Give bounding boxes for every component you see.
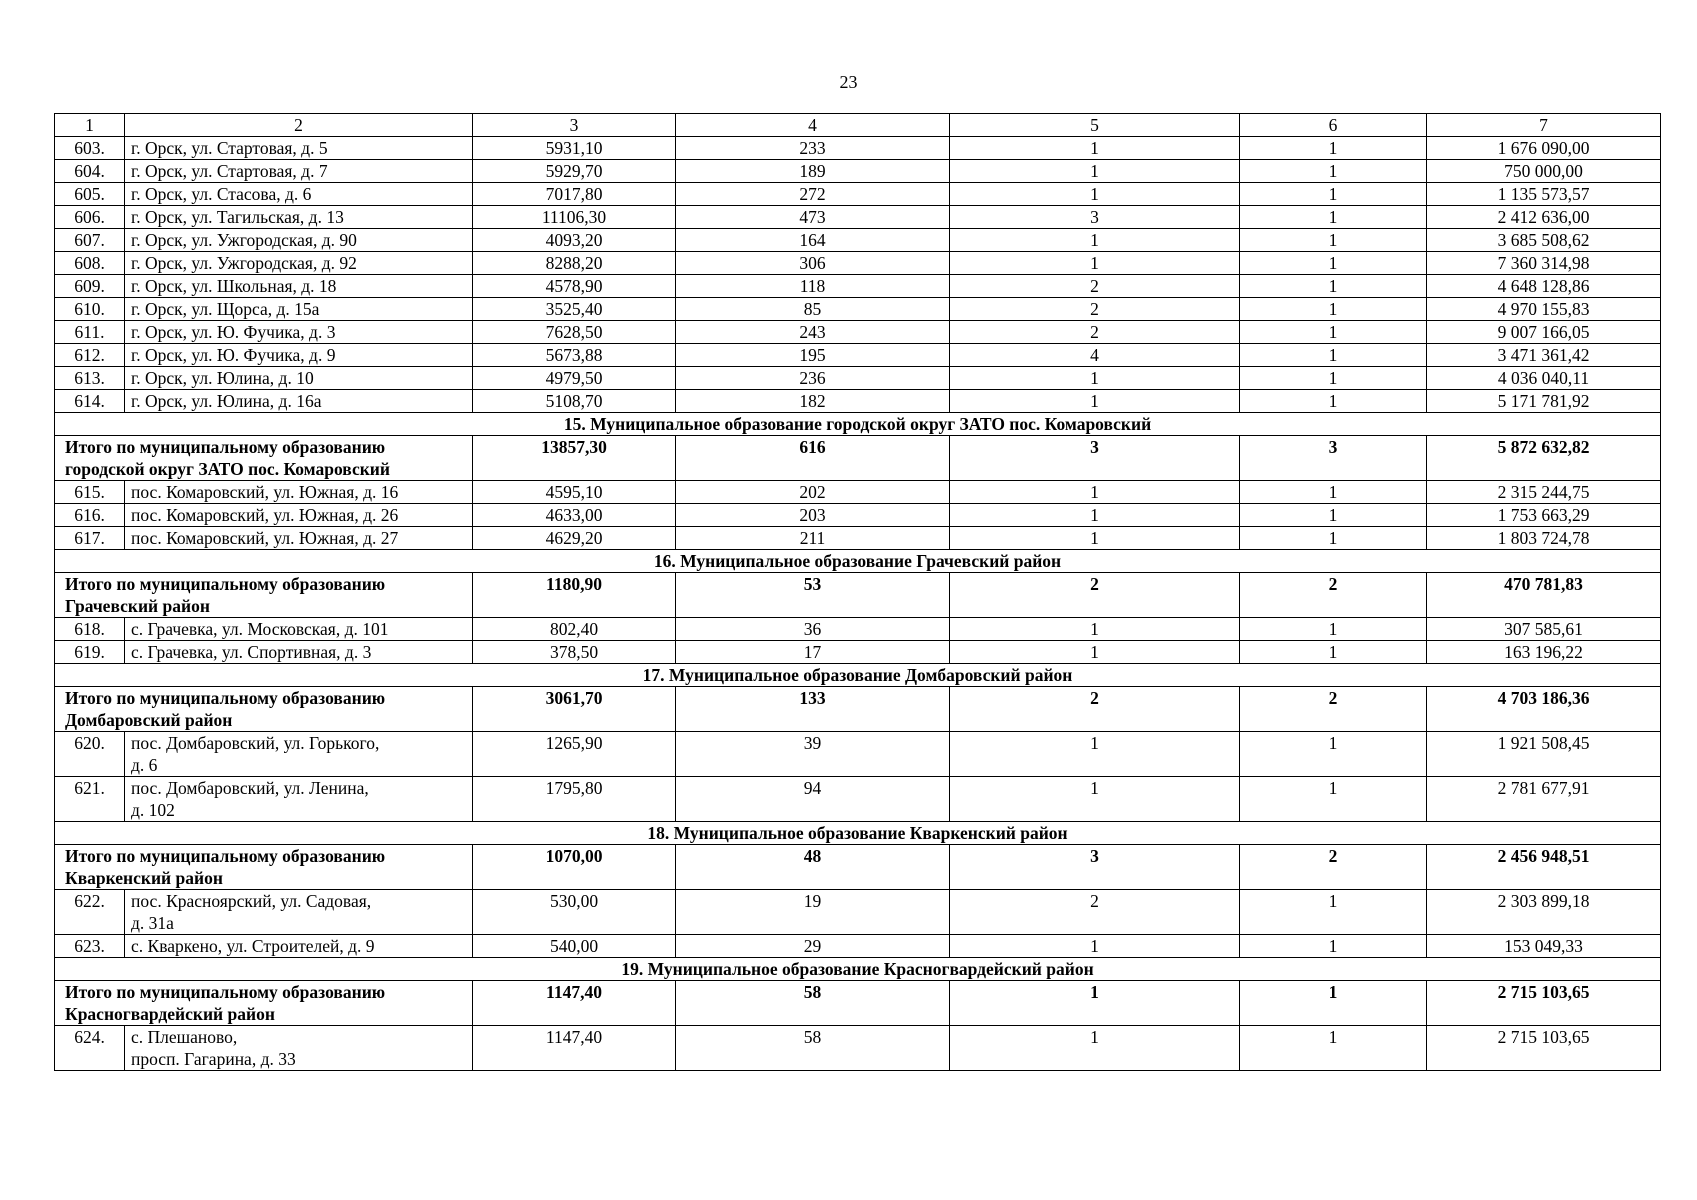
total-area: 1180,90: [473, 573, 676, 618]
column-header: 1: [55, 114, 125, 137]
residents-cell: 39: [676, 732, 950, 777]
residents-cell: 211: [676, 527, 950, 550]
total-residents: 58: [676, 981, 950, 1026]
table-row: [55, 935, 1661, 958]
area-cell: 4595,10: [473, 481, 676, 504]
section-title-row: [55, 822, 1661, 845]
total-area: 13857,30: [473, 436, 676, 481]
cost-cell: 3 685 508,62: [1427, 229, 1661, 252]
row-number: 615.: [55, 481, 125, 504]
col6-cell: 1: [1240, 890, 1427, 935]
total-col6: 2: [1240, 845, 1427, 890]
row-number: 619.: [55, 641, 125, 664]
col5-cell: 1: [950, 367, 1240, 390]
residents-cell: 85: [676, 298, 950, 321]
residents-cell: 189: [676, 160, 950, 183]
col5-cell: 1: [950, 618, 1240, 641]
cost-cell: 1 135 573,57: [1427, 183, 1661, 206]
table-row: [55, 641, 1661, 664]
total-row: [55, 687, 1661, 732]
row-number: 607.: [55, 229, 125, 252]
cost-cell: 1 753 663,29: [1427, 504, 1661, 527]
col5-cell: 2: [950, 298, 1240, 321]
table-row: [55, 618, 1661, 641]
section-title: 19. Муниципальное образование Красногвардейский район: [55, 958, 1661, 981]
column-header: 2: [125, 114, 473, 137]
row-number: 621.: [55, 777, 125, 822]
address-cell: г. Орск, ул. Ю. Фучика, д. 9: [125, 344, 473, 367]
section-title: 18. Муниципальное образование Кваркенский район: [55, 822, 1661, 845]
row-number: 618.: [55, 618, 125, 641]
col6-cell: 1: [1240, 275, 1427, 298]
col5-cell: 1: [950, 183, 1240, 206]
col6-cell: 1: [1240, 321, 1427, 344]
section-title: 15. Муниципальное образование городской округ ЗАТО пос. Комаровский: [55, 413, 1661, 436]
row-number: 606.: [55, 206, 125, 229]
total-area: 3061,70: [473, 687, 676, 732]
table-row: [55, 367, 1661, 390]
address-cell: пос. Комаровский, ул. Южная, д. 26: [125, 504, 473, 527]
address-cell: пос. Комаровский, ул. Южная, д. 16: [125, 481, 473, 504]
col6-cell: 1: [1240, 618, 1427, 641]
total-residents: 48: [676, 845, 950, 890]
address-cell: г. Орск, ул. Ю. Фучика, д. 3: [125, 321, 473, 344]
address-cell: г. Орск, ул. Стартовая, д. 5: [125, 137, 473, 160]
address-line-1: с. Плешаново,: [131, 1027, 238, 1047]
residents-cell: 94: [676, 777, 950, 822]
row-number: 623.: [55, 935, 125, 958]
total-col5: 3: [950, 845, 1240, 890]
total-cost: 2 456 948,51: [1427, 845, 1661, 890]
address-cell: с. Грачевка, ул. Московская, д. 101: [125, 618, 473, 641]
table-row: [55, 777, 1661, 822]
table-body: [55, 114, 1661, 1071]
col5-cell: 1: [950, 390, 1240, 413]
area-cell: 5108,70: [473, 390, 676, 413]
total-residents: 616: [676, 436, 950, 481]
address-cell: г. Орск, ул. Школьная, д. 18: [125, 275, 473, 298]
address-cell: с. Кваркено, ул. Строителей, д. 9: [125, 935, 473, 958]
col5-cell: 2: [950, 890, 1240, 935]
address-cell: [125, 732, 473, 777]
cost-cell: 1 803 724,78: [1427, 527, 1661, 550]
residents-cell: 236: [676, 367, 950, 390]
col5-cell: 3: [950, 206, 1240, 229]
address-line-1: пос. Красноярский, ул. Садовая,: [131, 891, 372, 911]
total-cost: 2 715 103,65: [1427, 981, 1661, 1026]
col5-cell: 1: [950, 777, 1240, 822]
row-number: 614.: [55, 390, 125, 413]
cost-cell: 4 648 128,86: [1427, 275, 1661, 298]
col6-cell: 1: [1240, 367, 1427, 390]
residents-cell: 233: [676, 137, 950, 160]
table-row: [55, 527, 1661, 550]
column-header: 5: [950, 114, 1240, 137]
address-line-2: просп. Гагарина, д. 33: [131, 1049, 296, 1069]
residents-cell: 272: [676, 183, 950, 206]
cost-cell: 4 036 040,11: [1427, 367, 1661, 390]
section-title-row: [55, 550, 1661, 573]
residents-cell: 243: [676, 321, 950, 344]
row-number: 620.: [55, 732, 125, 777]
address-cell: [125, 1026, 473, 1071]
area-cell: 7628,50: [473, 321, 676, 344]
total-row: [55, 845, 1661, 890]
col5-cell: 2: [950, 275, 1240, 298]
column-header: 3: [473, 114, 676, 137]
row-number: 622.: [55, 890, 125, 935]
total-label: Итого по муниципальному образованию Грачевский район: [55, 573, 473, 618]
address-cell: пос. Комаровский, ул. Южная, д. 27: [125, 527, 473, 550]
row-number: 613.: [55, 367, 125, 390]
column-header: 7: [1427, 114, 1661, 137]
col6-cell: 1: [1240, 641, 1427, 664]
area-cell: 540,00: [473, 935, 676, 958]
cost-cell: 7 360 314,98: [1427, 252, 1661, 275]
cost-cell: 3 471 361,42: [1427, 344, 1661, 367]
residents-cell: 118: [676, 275, 950, 298]
address-line-2: д. 31а: [131, 913, 174, 933]
total-cost: 5 872 632,82: [1427, 436, 1661, 481]
area-cell: 4093,20: [473, 229, 676, 252]
row-number: 616.: [55, 504, 125, 527]
table-row: [55, 252, 1661, 275]
cost-cell: 750 000,00: [1427, 160, 1661, 183]
total-row: [55, 573, 1661, 618]
residents-cell: 195: [676, 344, 950, 367]
col6-cell: 1: [1240, 137, 1427, 160]
row-number: 611.: [55, 321, 125, 344]
row-number: 604.: [55, 160, 125, 183]
table-row: [55, 1026, 1661, 1071]
column-header: 6: [1240, 114, 1427, 137]
residents-cell: 182: [676, 390, 950, 413]
address-cell: [125, 890, 473, 935]
table-row: [55, 275, 1661, 298]
address-cell: с. Грачевка, ул. Спортивная, д. 3: [125, 641, 473, 664]
col5-cell: 1: [950, 504, 1240, 527]
col6-cell: 1: [1240, 229, 1427, 252]
cost-cell: 2 781 677,91: [1427, 777, 1661, 822]
area-cell: 11106,30: [473, 206, 676, 229]
address-cell: г. Орск, ул. Юлина, д. 16а: [125, 390, 473, 413]
column-header-row: [55, 114, 1661, 137]
col6-cell: 1: [1240, 481, 1427, 504]
total-col6: 2: [1240, 687, 1427, 732]
col6-cell: 1: [1240, 183, 1427, 206]
residents-cell: 164: [676, 229, 950, 252]
col6-cell: 1: [1240, 732, 1427, 777]
col6-cell: 1: [1240, 390, 1427, 413]
col6-cell: 1: [1240, 206, 1427, 229]
col5-cell: 1: [950, 160, 1240, 183]
total-col6: 1: [1240, 981, 1427, 1026]
cost-cell: 163 196,22: [1427, 641, 1661, 664]
table-row: [55, 732, 1661, 777]
total-label: Итого по муниципальному образованию Красногвардейский район: [55, 981, 473, 1026]
area-cell: 1795,80: [473, 777, 676, 822]
address-cell: г. Орск, ул. Стасова, д. 6: [125, 183, 473, 206]
section-title: 16. Муниципальное образование Грачевский район: [55, 550, 1661, 573]
col5-cell: 1: [950, 732, 1240, 777]
housing-table: [54, 113, 1661, 1071]
col5-cell: 1: [950, 1026, 1240, 1071]
row-number: 624.: [55, 1026, 125, 1071]
table-row: [55, 481, 1661, 504]
row-number: 617.: [55, 527, 125, 550]
section-title-row: [55, 413, 1661, 436]
area-cell: 5929,70: [473, 160, 676, 183]
address-cell: г. Орск, ул. Юлина, д. 10: [125, 367, 473, 390]
area-cell: 4633,00: [473, 504, 676, 527]
col5-cell: 1: [950, 137, 1240, 160]
column-header: 4: [676, 114, 950, 137]
table-row: [55, 321, 1661, 344]
total-residents: 133: [676, 687, 950, 732]
col5-cell: 1: [950, 935, 1240, 958]
total-label: Итого по муниципальному образованию Кваркенский район: [55, 845, 473, 890]
table-row: [55, 160, 1661, 183]
cost-cell: 153 049,33: [1427, 935, 1661, 958]
total-col5: 2: [950, 573, 1240, 618]
address-line-1: пос. Домбаровский, ул. Ленина,: [131, 778, 369, 798]
total-label: Итого по муниципальному образованию городской округ ЗАТО пос. Комаровский: [55, 436, 473, 481]
area-cell: 530,00: [473, 890, 676, 935]
area-cell: 3525,40: [473, 298, 676, 321]
address-cell: г. Орск, ул. Щорса, д. 15а: [125, 298, 473, 321]
cost-cell: 1 676 090,00: [1427, 137, 1661, 160]
area-cell: 1265,90: [473, 732, 676, 777]
row-number: 610.: [55, 298, 125, 321]
table-row: [55, 890, 1661, 935]
residents-cell: 36: [676, 618, 950, 641]
row-number: 605.: [55, 183, 125, 206]
col6-cell: 1: [1240, 252, 1427, 275]
cost-cell: 9 007 166,05: [1427, 321, 1661, 344]
col6-cell: 1: [1240, 1026, 1427, 1071]
cost-cell: 4 970 155,83: [1427, 298, 1661, 321]
row-number: 603.: [55, 137, 125, 160]
area-cell: 5673,88: [473, 344, 676, 367]
col5-cell: 1: [950, 252, 1240, 275]
area-cell: 4979,50: [473, 367, 676, 390]
cost-cell: 2 715 103,65: [1427, 1026, 1661, 1071]
col6-cell: 1: [1240, 527, 1427, 550]
col6-cell: 1: [1240, 504, 1427, 527]
address-cell: [125, 777, 473, 822]
table-row: [55, 390, 1661, 413]
table-row: [55, 298, 1661, 321]
total-cost: 470 781,83: [1427, 573, 1661, 618]
total-col6: 2: [1240, 573, 1427, 618]
section-title-row: [55, 664, 1661, 687]
residents-cell: 473: [676, 206, 950, 229]
row-number: 612.: [55, 344, 125, 367]
residents-cell: 29: [676, 935, 950, 958]
col5-cell: 1: [950, 527, 1240, 550]
residents-cell: 19: [676, 890, 950, 935]
total-cost: 4 703 186,36: [1427, 687, 1661, 732]
cost-cell: 2 303 899,18: [1427, 890, 1661, 935]
address-cell: г. Орск, ул. Тагильская, д. 13: [125, 206, 473, 229]
col5-cell: 1: [950, 481, 1240, 504]
col5-cell: 1: [950, 641, 1240, 664]
area-cell: 4629,20: [473, 527, 676, 550]
area-cell: 1147,40: [473, 1026, 676, 1071]
col5-cell: 4: [950, 344, 1240, 367]
col5-cell: 2: [950, 321, 1240, 344]
address-line-1: пос. Домбаровский, ул. Горького,: [131, 733, 380, 753]
area-cell: 7017,80: [473, 183, 676, 206]
row-number: 609.: [55, 275, 125, 298]
address-cell: г. Орск, ул. Стартовая, д. 7: [125, 160, 473, 183]
area-cell: 4578,90: [473, 275, 676, 298]
area-cell: 802,40: [473, 618, 676, 641]
total-row: [55, 981, 1661, 1026]
col5-cell: 1: [950, 229, 1240, 252]
col6-cell: 1: [1240, 777, 1427, 822]
total-col5: 3: [950, 436, 1240, 481]
col6-cell: 1: [1240, 160, 1427, 183]
total-col5: 2: [950, 687, 1240, 732]
total-row: [55, 436, 1661, 481]
col6-cell: 1: [1240, 298, 1427, 321]
col6-cell: 1: [1240, 935, 1427, 958]
section-title-row: [55, 958, 1661, 981]
cost-cell: 307 585,61: [1427, 618, 1661, 641]
address-line-2: д. 6: [131, 755, 158, 775]
table-row: [55, 183, 1661, 206]
residents-cell: 306: [676, 252, 950, 275]
total-label: Итого по муниципальному образованию Домбаровский район: [55, 687, 473, 732]
address-cell: г. Орск, ул. Ужгородская, д. 90: [125, 229, 473, 252]
section-title: 17. Муниципальное образование Домбаровский район: [55, 664, 1661, 687]
residents-cell: 202: [676, 481, 950, 504]
table-row: [55, 137, 1661, 160]
table-row: [55, 229, 1661, 252]
area-cell: 378,50: [473, 641, 676, 664]
total-area: 1070,00: [473, 845, 676, 890]
address-line-2: д. 102: [131, 800, 175, 820]
total-col6: 3: [1240, 436, 1427, 481]
area-cell: 5931,10: [473, 137, 676, 160]
cost-cell: 2 315 244,75: [1427, 481, 1661, 504]
row-number: 608.: [55, 252, 125, 275]
total-residents: 53: [676, 573, 950, 618]
residents-cell: 58: [676, 1026, 950, 1071]
area-cell: 8288,20: [473, 252, 676, 275]
table-row: [55, 504, 1661, 527]
col6-cell: 1: [1240, 344, 1427, 367]
page-number: 23: [839, 72, 858, 92]
address-cell: г. Орск, ул. Ужгородская, д. 92: [125, 252, 473, 275]
residents-cell: 203: [676, 504, 950, 527]
total-col5: 1: [950, 981, 1240, 1026]
table-row: [55, 206, 1661, 229]
cost-cell: 1 921 508,45: [1427, 732, 1661, 777]
cost-cell: 2 412 636,00: [1427, 206, 1661, 229]
table-row: [55, 344, 1661, 367]
total-area: 1147,40: [473, 981, 676, 1026]
cost-cell: 5 171 781,92: [1427, 390, 1661, 413]
residents-cell: 17: [676, 641, 950, 664]
